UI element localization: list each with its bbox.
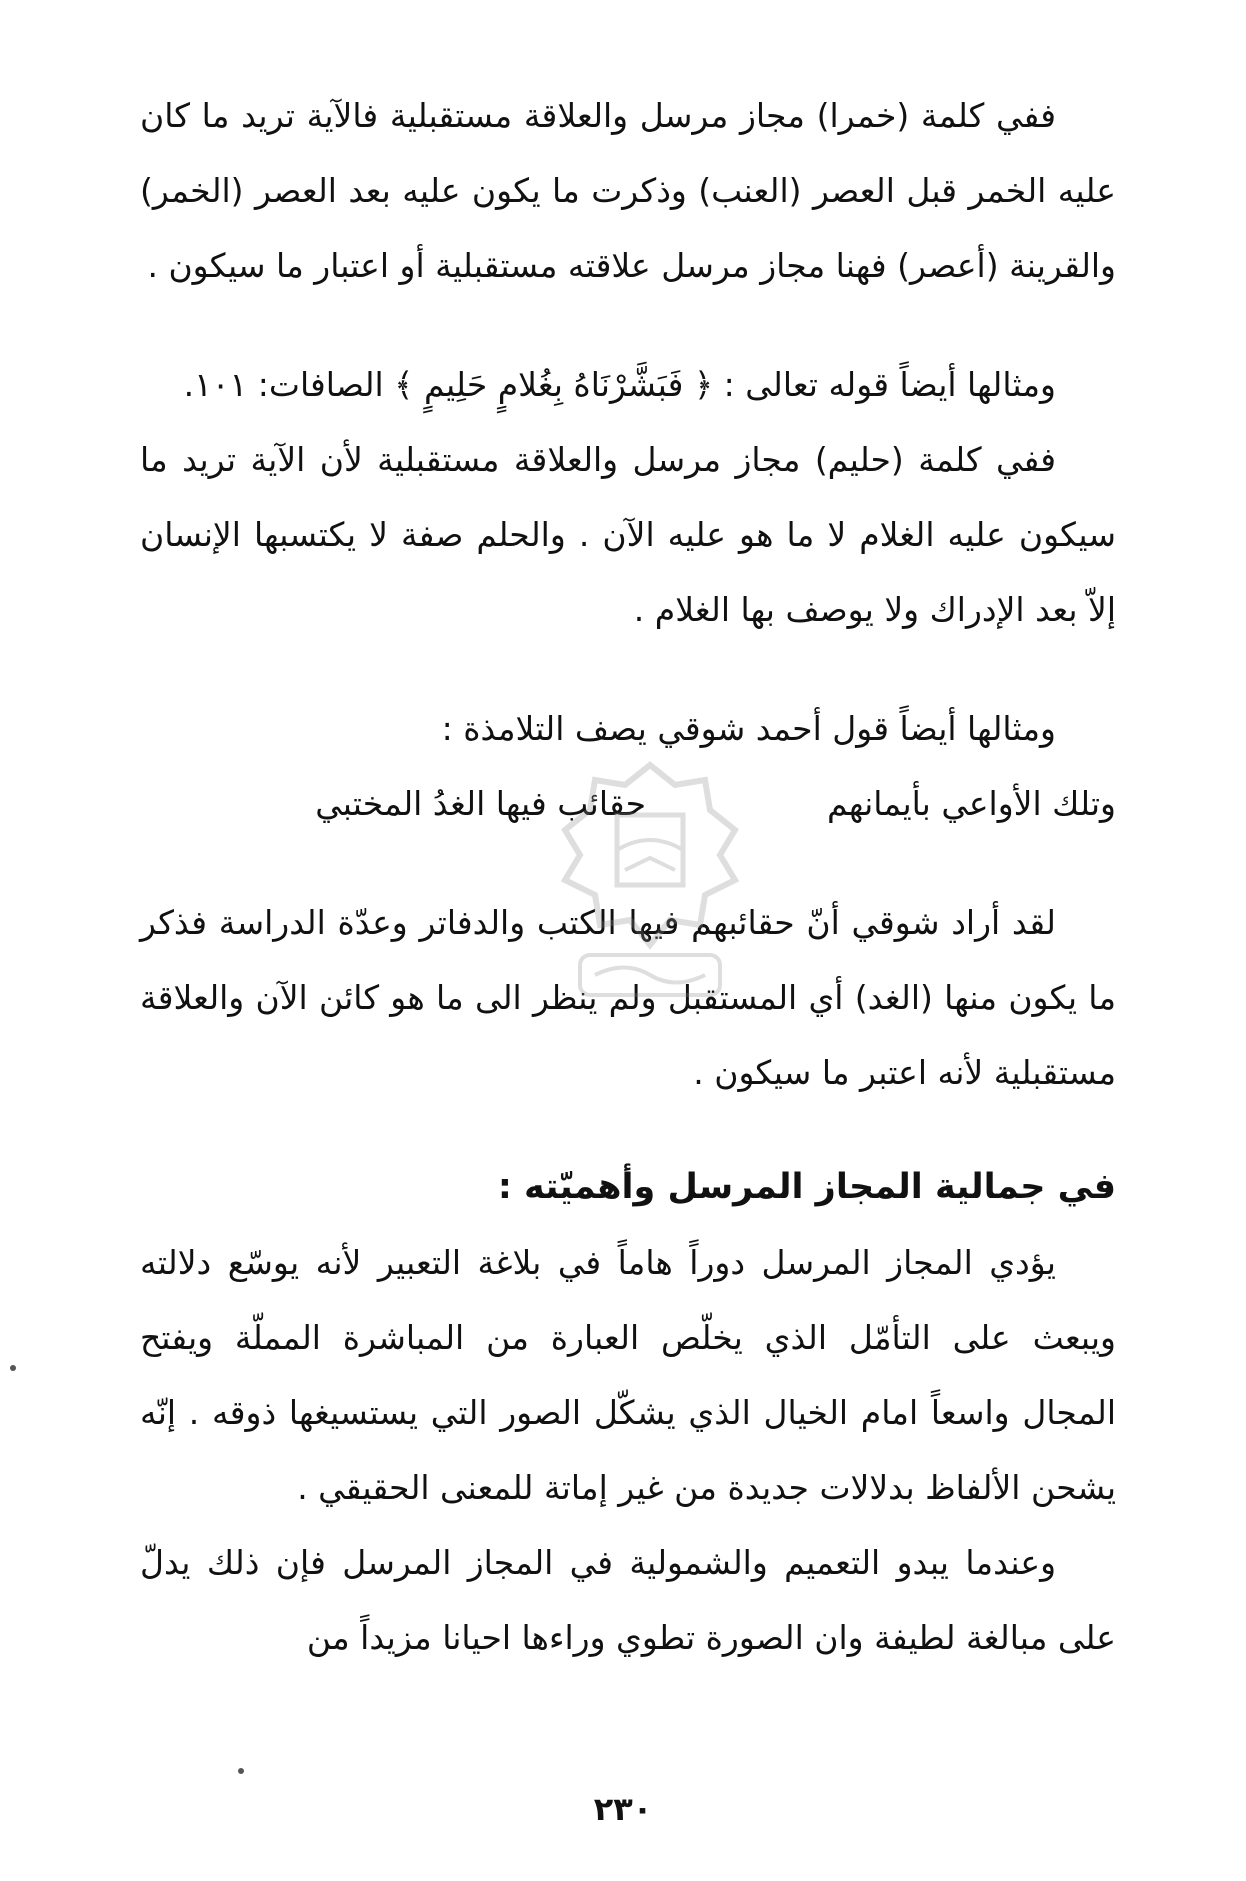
paragraph-halim-explanation: ففي كلمة (حليم) مجاز مرسل والعلاقة مستقبلية لأن الآية تريد ما سيكون عليه الغلام لا ما هو عليه الآن . والحلم صفة لا يكتسبها الإنسان إلاّ بعد الإدراك ولا يوصف بها الغلام . bbox=[140, 440, 1116, 629]
paragraph-importance: يؤدي المجاز المرسل دوراً هاماً في بلاغة التعبير لأنه يوسّع دلالته ويبعث على التأمّل الذي يخلّص العبارة من المباشرة المملّة ويفتح المجال واسعاً امام الخيال الذي يشكّل الصور التي يستسيغها ذوقه . إنّه يشحن الألفاظ بدلالات جديدة من غير إماتة للمعنى الحقيقي . bbox=[140, 1243, 1116, 1507]
scan-artifact-dot bbox=[238, 1768, 244, 1774]
paragraph-generalization: وعندما يبدو التعميم والشمولية في المجاز المرسل فإن ذلك يدلّ على مبالغة لطيفة وان الصورة تطوي وراءها احيانا مزيداً من bbox=[140, 1543, 1116, 1657]
paragraph-halim-example: ومثالها أيضاً قوله تعالى : ﴿ فَبَشَّرْنَاهُ بِغُلامٍ حَلِيمٍ ﴾ الصافات: ١٠١. bbox=[183, 365, 1056, 404]
paragraph-khamr-explanation: ففي كلمة (خمرا) مجاز مرسل والعلاقة مستقبلية فالآية تريد ما كان عليه الخمر قبل العصر (العنب) وذكرت ما يكون عليه بعد العصر (الخمر) والقرينة (أعصر) فهنا مجاز مرسل علاقته مستقبلية أو اعتبار ما سيكون . bbox=[140, 96, 1116, 285]
library-watermark-logo bbox=[555, 760, 745, 1020]
page-number: ٢٣٠ bbox=[593, 1790, 653, 1828]
section-heading: في جمالية المجاز المرسل وأهميّته : bbox=[497, 1167, 1116, 1207]
scan-artifact-dot bbox=[10, 1365, 16, 1371]
verse-second-hemistich: حقائب فيها الغدُ المختبي bbox=[315, 784, 646, 823]
verse-first-hemistich: وتلك الأواعي بأيمانهم bbox=[826, 784, 1116, 823]
paragraph-shawqi-intro: ومثالها أيضاً قول أحمد شوقي يصف التلامذة : bbox=[441, 709, 1056, 748]
paragraph-shawqi-explanation: لقد أراد شوقي أنّ حقائبهم فيها الكتب والدفاتر وعدّة الدراسة فذكر ما يكون منها (الغد) أي المستقبل ولم ينظر الى ما هو كائن الآن والعلاقة مستقبلية لأنه اعتبر ما سيكون . bbox=[140, 903, 1116, 1092]
